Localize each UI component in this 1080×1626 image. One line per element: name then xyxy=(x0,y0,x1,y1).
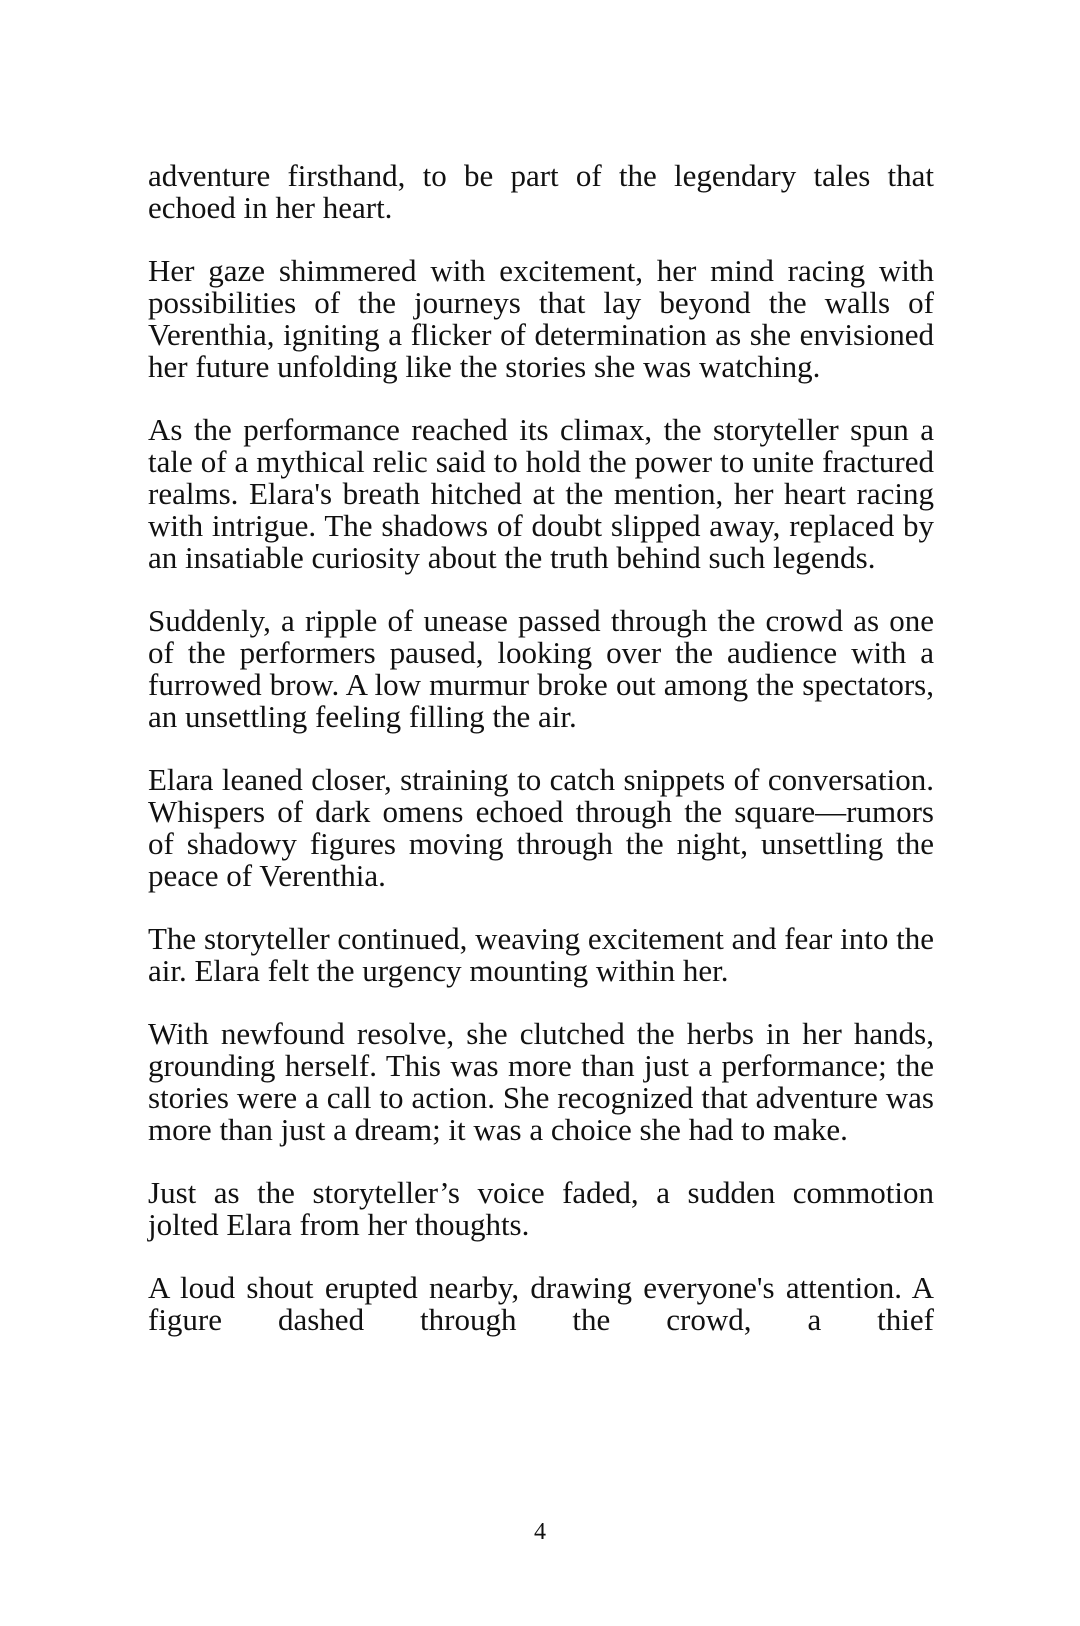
page-number: 4 xyxy=(534,1519,546,1545)
paragraph-4: Suddenly, a ripple of unease passed through the crowd as one of the performers paused, looking over the audience with a furrowed brow. A low murmur broke out among the spectators, an unsettling feeling filling the air. xyxy=(148,603,934,734)
page-body-text xyxy=(148,160,934,1367)
paragraph-5: Elara leaned closer, straining to catch snippets of conversation. Whispers of dark omens echoed through the square—rumors of shadowy figures moving through the night, unsettling the peace of Verenthia. xyxy=(148,762,934,893)
paragraph-1: adventure firsthand, to be part of the legendary tales that echoed in her heart. xyxy=(148,158,934,225)
paragraph-8: Just as the storyteller’s voice faded, a sudden commotion jolted Elara from her thoughts. xyxy=(148,1175,934,1242)
paragraph-6: The storyteller continued, weaving excitement and fear into the air. Elara felt the urgency mounting within her. xyxy=(148,921,934,988)
paragraph-7: With newfound resolve, she clutched the herbs in her hands, grounding herself. This was more than just a performance; the stories were a call to action. She recognized that adventure was more than just a dream; it was a choice she had to make. xyxy=(148,1016,934,1147)
paragraph-3: As the performance reached its climax, the storyteller spun a tale of a mythical relic said to hold the power to unite fractured realms. Elara's breath hitched at the mention, her heart racing with intrigue. The shadows of doubt slipped away, replaced by an insatiable curiosity about the truth behind such legends. xyxy=(148,412,934,575)
paragraph-2: Her gaze shimmered with excitement, her mind racing with possibilities of the journeys that lay beyond the walls of Verenthia, igniting a flicker of determination as she envisioned her future unfolding like the stories she was watching. xyxy=(148,253,934,384)
paragraph-9: A loud shout erupted nearby, drawing everyone's attention. A figure dashed through the crowd, a thief xyxy=(148,1270,934,1337)
